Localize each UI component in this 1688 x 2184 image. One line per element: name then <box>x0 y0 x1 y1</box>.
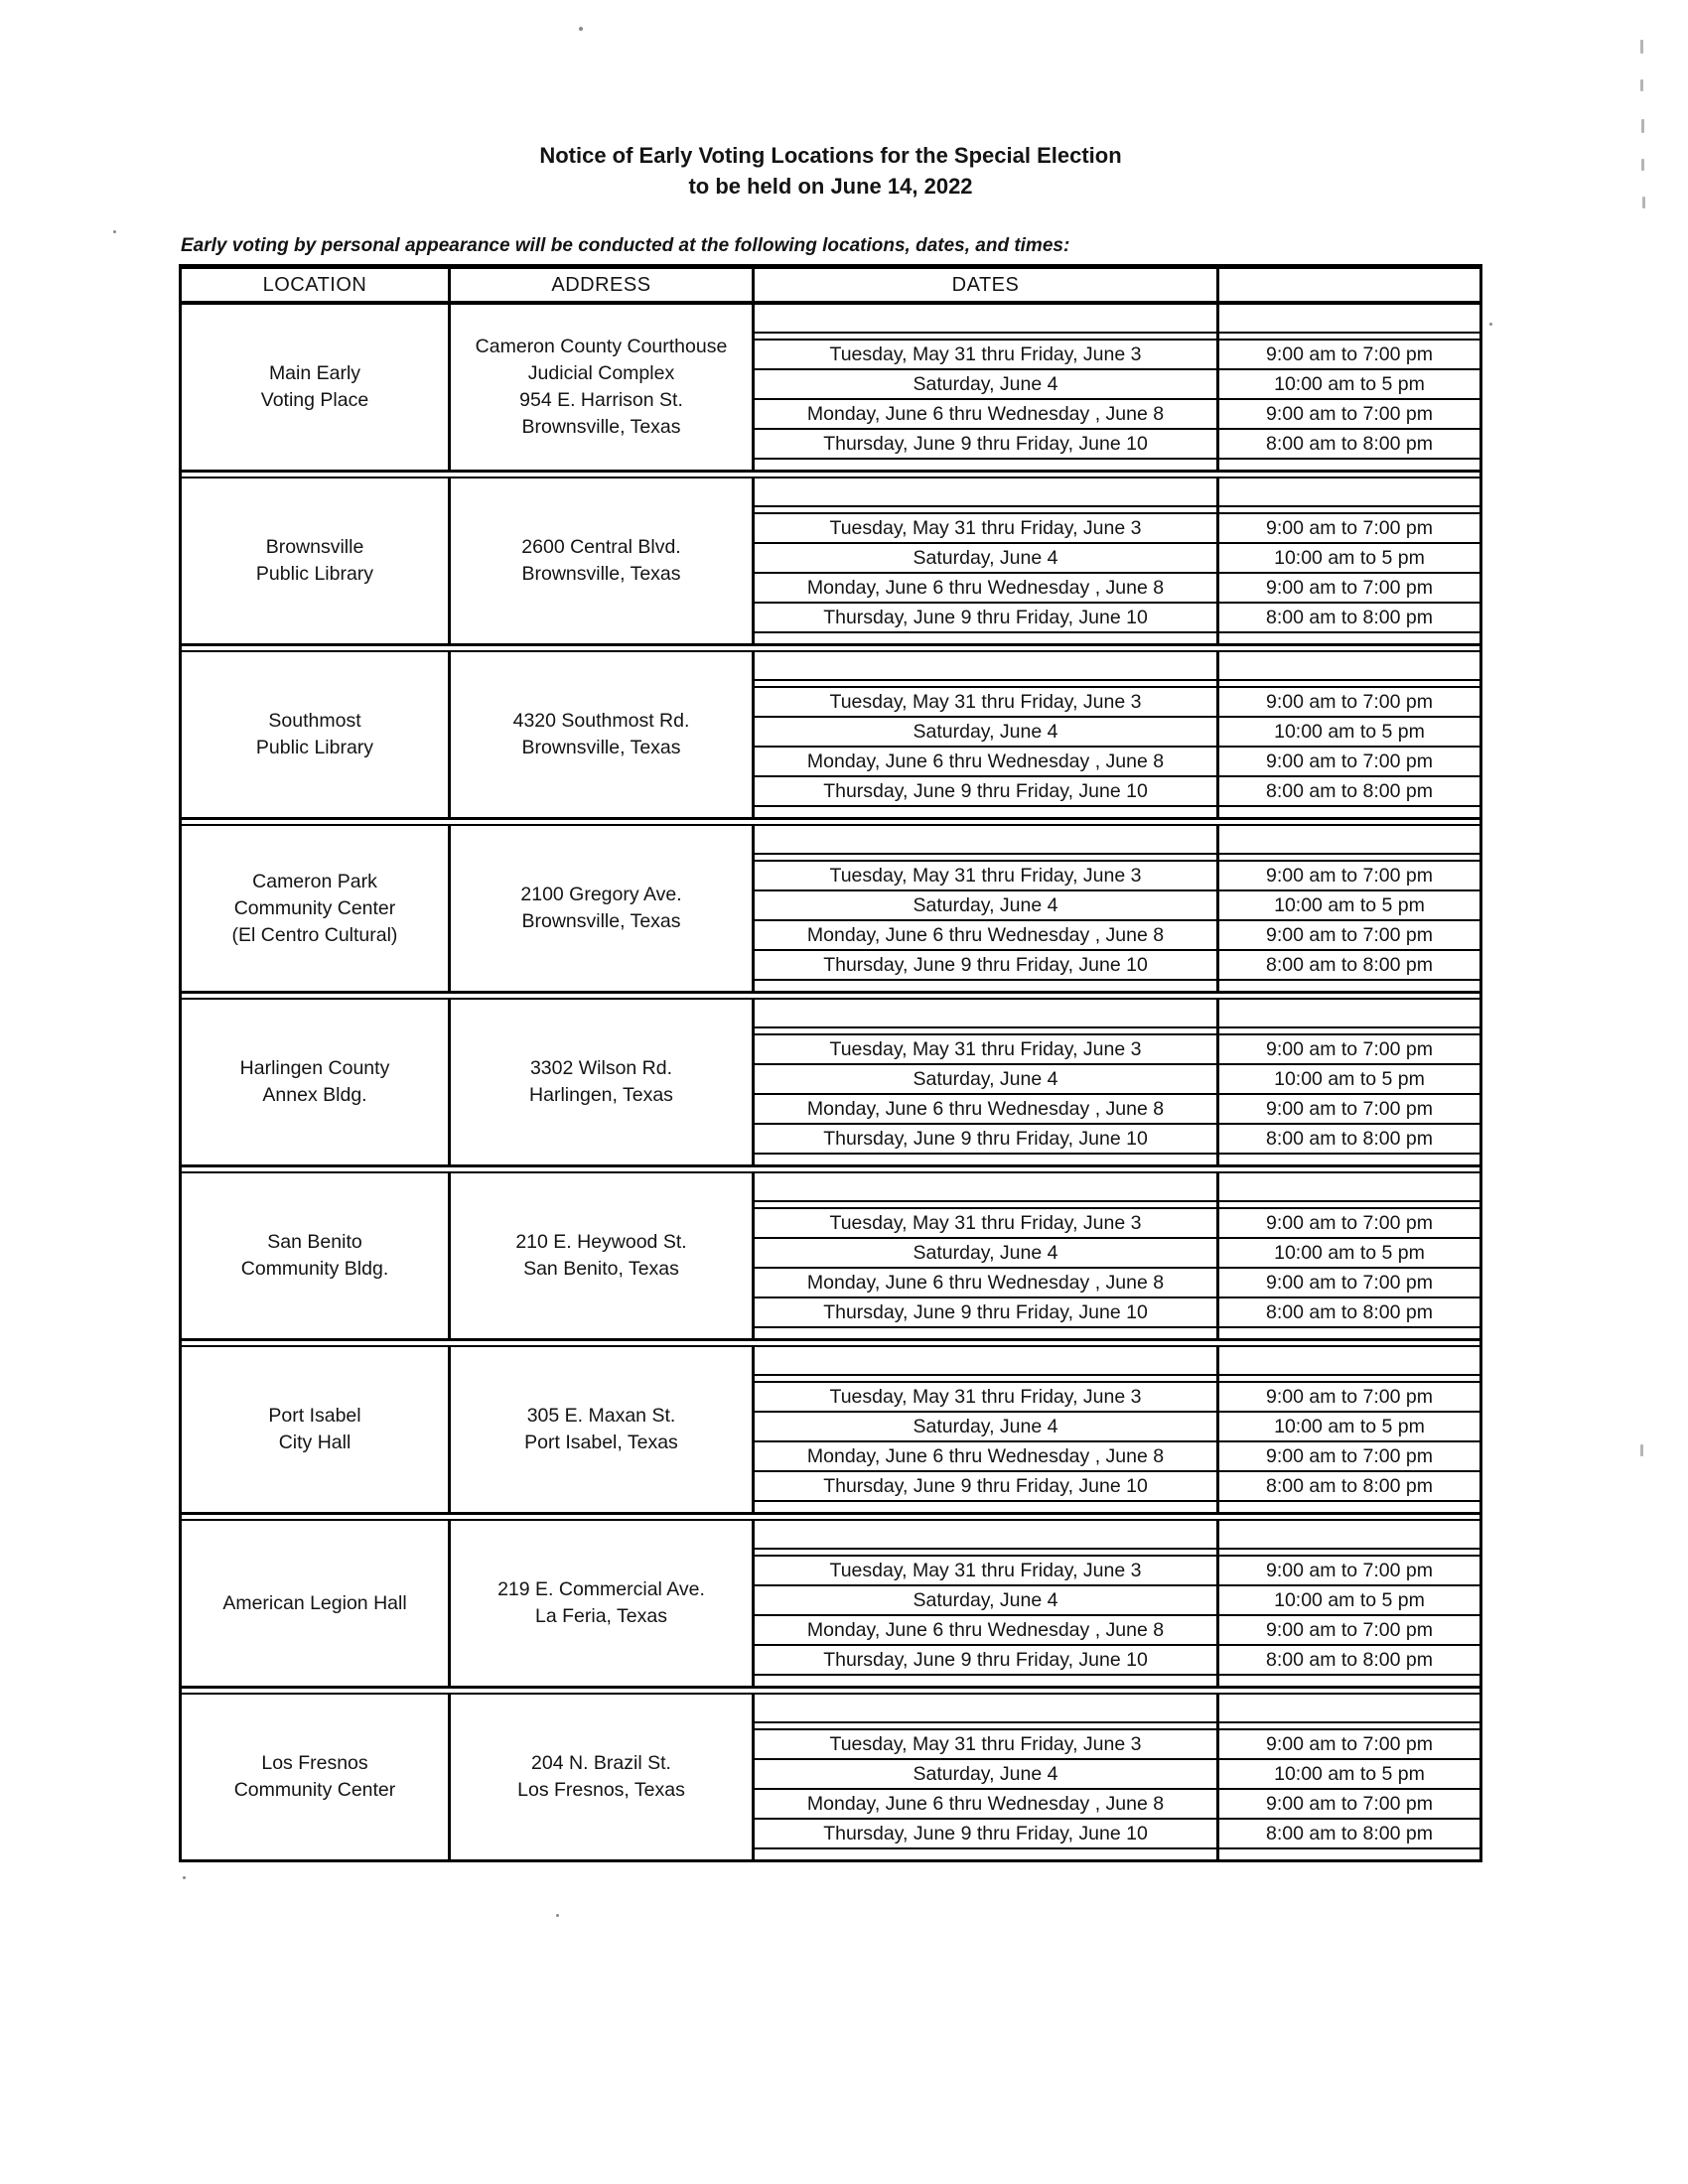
spacer-times <box>1219 1849 1479 1859</box>
spacer-dates <box>755 1347 1219 1381</box>
spacer-times <box>1219 1676 1479 1686</box>
schedule-row <box>755 1616 1479 1646</box>
time-range-cell: 9:00 am to 7:00 pm <box>1265 923 1434 946</box>
table-row <box>182 652 1479 817</box>
address-cell <box>451 1347 755 1512</box>
date-range-cell: Thursday, June 9 thru Friday, June 10 <box>755 1820 1219 1847</box>
location-line: San Benito <box>267 1231 362 1253</box>
table-row <box>182 1347 1479 1512</box>
spacer-dates <box>755 1155 1219 1164</box>
date-range-cell: Tuesday, May 31 thru Friday, June 3 <box>755 1035 1219 1063</box>
spacer-dates <box>755 633 1219 643</box>
schedule-bottom-spacer <box>755 1849 1479 1859</box>
time-range-cell: 9:00 am to 7:00 pm <box>1265 342 1434 365</box>
date-range-cell: Monday, June 6 thru Wednesday , June 8 <box>755 1616 1219 1644</box>
table-header-row <box>182 269 1479 305</box>
spacer-times <box>1219 652 1479 686</box>
spacer-times <box>1219 633 1479 643</box>
scan-artifact <box>556 1914 559 1917</box>
schedule-row <box>755 1239 1479 1269</box>
time-range-cell: 10:00 am to 5 pm <box>1274 893 1425 916</box>
location-line: Community Center <box>233 1779 396 1801</box>
schedule-cell <box>755 652 1479 817</box>
time-range-cell: 9:00 am to 7:00 pm <box>1265 516 1434 539</box>
schedule-bottom-spacer <box>755 633 1479 643</box>
schedule-cell <box>755 305 1479 470</box>
row-separator <box>182 1512 1479 1521</box>
date-range-cell: Tuesday, May 31 thru Friday, June 3 <box>755 688 1219 716</box>
schedule-row <box>755 1298 1479 1328</box>
table-row <box>182 1000 1479 1164</box>
spacer-times <box>1219 1347 1479 1381</box>
date-range-cell: Saturday, June 4 <box>755 891 1219 919</box>
time-range-cell: 9:00 am to 7:00 pm <box>1265 1037 1434 1060</box>
schedule-bottom-spacer <box>755 981 1479 991</box>
table-row <box>182 1695 1479 1859</box>
location-cell <box>182 1347 451 1512</box>
address-line: 2100 Gregory Ave. <box>520 884 682 905</box>
spacer-dates <box>755 652 1219 686</box>
table-body <box>182 305 1479 1859</box>
address-cell <box>451 1521 755 1686</box>
spacer-times <box>1219 1521 1479 1555</box>
schedule-row <box>755 1095 1479 1125</box>
schedule-bottom-spacer <box>755 807 1479 817</box>
time-range-cell: 10:00 am to 5 pm <box>1274 1241 1425 1264</box>
address-line: Brownsville, Texas <box>521 563 681 585</box>
row-separator <box>182 817 1479 826</box>
schedule-row <box>755 400 1479 430</box>
scan-artifact <box>1641 119 1644 133</box>
schedule-cell <box>755 1347 1479 1512</box>
time-range-cell: 10:00 am to 5 pm <box>1274 1588 1425 1611</box>
schedule-cell <box>755 1521 1479 1686</box>
address-line: San Benito, Texas <box>523 1258 679 1280</box>
spacer-dates <box>755 1328 1219 1338</box>
spacer-dates <box>755 826 1219 860</box>
table-row <box>182 478 1479 643</box>
schedule-row <box>755 921 1479 951</box>
schedule-row <box>755 1820 1479 1849</box>
date-range-cell: Saturday, June 4 <box>755 1586 1219 1614</box>
schedule-row <box>755 1269 1479 1298</box>
schedule-top-spacer <box>755 478 1479 514</box>
schedule-row <box>755 777 1479 807</box>
address-cell <box>451 826 755 991</box>
spacer-dates <box>755 1000 1219 1033</box>
schedule-top-spacer <box>755 652 1479 688</box>
address-line: La Feria, Texas <box>535 1605 667 1627</box>
spacer-dates <box>755 305 1219 339</box>
schedule-cell <box>755 826 1479 991</box>
scan-artifact <box>183 1876 186 1879</box>
schedule-row <box>755 891 1479 921</box>
schedule-cell <box>755 478 1479 643</box>
location-line: (El Centro Cultural) <box>231 923 398 946</box>
location-line: Port Isabel <box>268 1405 361 1427</box>
schedule-top-spacer <box>755 1695 1479 1730</box>
scan-artifact <box>1489 323 1492 326</box>
location-line: Community Center <box>233 896 396 919</box>
time-range-cell: 9:00 am to 7:00 pm <box>1265 402 1434 425</box>
spacer-times <box>1219 981 1479 991</box>
schedule-row <box>755 341 1479 370</box>
date-range-cell: Tuesday, May 31 thru Friday, June 3 <box>755 1209 1219 1237</box>
schedule-row <box>755 718 1479 748</box>
schedule-row <box>755 1557 1479 1586</box>
date-range-cell: Thursday, June 9 thru Friday, June 10 <box>755 1298 1219 1326</box>
scan-artifact <box>1642 197 1645 208</box>
date-range-cell: Saturday, June 4 <box>755 1065 1219 1093</box>
location-line: Public Library <box>255 563 374 585</box>
address-line: 210 E. Heywood St. <box>515 1231 687 1253</box>
time-range-cell: 9:00 am to 7:00 pm <box>1265 1559 1434 1581</box>
time-range-cell: 10:00 am to 5 pm <box>1274 1415 1425 1437</box>
time-range-cell: 9:00 am to 7:00 pm <box>1265 576 1434 599</box>
location-line: City Hall <box>278 1432 352 1453</box>
time-range-cell: 9:00 am to 7:00 pm <box>1265 690 1434 713</box>
address-cell <box>451 305 755 470</box>
spacer-dates <box>755 1502 1219 1512</box>
schedule-row <box>755 604 1479 633</box>
date-range-cell: Thursday, June 9 thru Friday, June 10 <box>755 951 1219 979</box>
address-line: Los Fresnos, Texas <box>517 1779 685 1801</box>
time-range-cell: 9:00 am to 7:00 pm <box>1265 1444 1434 1467</box>
address-line: 204 N. Brazil St. <box>531 1752 671 1774</box>
schedule-row <box>755 1586 1479 1616</box>
address-line: 4320 Southmost Rd. <box>512 710 690 732</box>
time-range-cell: 9:00 am to 7:00 pm <box>1265 1097 1434 1120</box>
time-range-cell: 10:00 am to 5 pm <box>1274 720 1425 743</box>
address-line: Brownsville, Texas <box>521 416 681 438</box>
address-line: Brownsville, Texas <box>521 910 681 932</box>
location-cell <box>182 1521 451 1686</box>
schedule-row <box>755 688 1479 718</box>
table-row <box>182 1173 1479 1338</box>
time-range-cell: 8:00 am to 8:00 pm <box>1265 1648 1434 1671</box>
schedule-row <box>755 430 1479 460</box>
date-range-cell: Saturday, June 4 <box>755 370 1219 398</box>
spacer-times <box>1219 1173 1479 1207</box>
schedule-bottom-spacer <box>755 1676 1479 1686</box>
scan-artifact <box>579 27 583 31</box>
table-row <box>182 1521 1479 1686</box>
location-line: Los Fresnos <box>261 1752 368 1774</box>
schedule-cell <box>755 1695 1479 1859</box>
address-cell <box>451 1000 755 1164</box>
location-cell <box>182 826 451 991</box>
spacer-dates <box>755 1173 1219 1207</box>
date-range-cell: Tuesday, May 31 thru Friday, June 3 <box>755 1730 1219 1758</box>
address-line: 3302 Wilson Rd. <box>529 1057 673 1079</box>
time-range-cell: 9:00 am to 7:00 pm <box>1265 1271 1434 1294</box>
table-row <box>182 826 1479 991</box>
address-line: Port Isabel, Texas <box>524 1432 678 1453</box>
time-range-cell: 10:00 am to 5 pm <box>1274 372 1425 395</box>
scan-artifact <box>1640 79 1643 91</box>
location-cell <box>182 305 451 470</box>
spacer-times <box>1219 478 1479 512</box>
row-separator <box>182 643 1479 652</box>
location-line: Annex Bldg. <box>262 1084 367 1106</box>
spacer-times <box>1219 1328 1479 1338</box>
date-range-cell: Monday, June 6 thru Wednesday , June 8 <box>755 748 1219 775</box>
schedule-row <box>755 748 1479 777</box>
schedule-row <box>755 1035 1479 1065</box>
address-cell <box>451 1173 755 1338</box>
address-line: Cameron County Courthouse <box>475 336 728 357</box>
date-range-cell: Saturday, June 4 <box>755 544 1219 572</box>
date-range-cell: Monday, June 6 thru Wednesday , June 8 <box>755 400 1219 428</box>
schedule-top-spacer <box>755 1347 1479 1383</box>
document-title-line2: to be held on June 14, 2022 <box>688 174 973 199</box>
address-cell <box>451 478 755 643</box>
date-range-cell: Thursday, June 9 thru Friday, June 10 <box>755 1472 1219 1500</box>
date-range-cell: Saturday, June 4 <box>755 1413 1219 1440</box>
date-range-cell: Thursday, June 9 thru Friday, June 10 <box>755 430 1219 458</box>
date-range-cell: Thursday, June 9 thru Friday, June 10 <box>755 604 1219 631</box>
address-line: Brownsville, Texas <box>521 737 681 758</box>
time-range-cell: 9:00 am to 7:00 pm <box>1265 750 1434 772</box>
spacer-dates <box>755 478 1219 512</box>
schedule-bottom-spacer <box>755 1328 1479 1338</box>
row-separator <box>182 1338 1479 1347</box>
location-line: Brownsville <box>265 536 364 558</box>
date-range-cell: Monday, June 6 thru Wednesday , June 8 <box>755 1442 1219 1470</box>
date-range-cell: Monday, June 6 thru Wednesday , June 8 <box>755 1790 1219 1818</box>
spacer-times <box>1219 1695 1479 1728</box>
location-line: Public Library <box>255 737 374 758</box>
row-separator <box>182 470 1479 478</box>
spacer-dates <box>755 807 1219 817</box>
scan-artifact <box>1641 159 1644 171</box>
date-range-cell: Tuesday, May 31 thru Friday, June 3 <box>755 862 1219 889</box>
schedule-row <box>755 1065 1479 1095</box>
time-range-cell: 10:00 am to 5 pm <box>1274 1067 1425 1090</box>
spacer-times <box>1219 807 1479 817</box>
date-range-cell: Thursday, June 9 thru Friday, June 10 <box>755 1125 1219 1153</box>
schedule-row <box>755 514 1479 544</box>
schedule-row <box>755 1730 1479 1760</box>
address-line: 954 E. Harrison St. <box>519 389 683 411</box>
date-range-cell: Thursday, June 9 thru Friday, June 10 <box>755 777 1219 805</box>
schedule-row <box>755 574 1479 604</box>
location-line: Harlingen County <box>239 1057 390 1079</box>
schedule-top-spacer <box>755 1173 1479 1209</box>
address-cell <box>451 652 755 817</box>
date-range-cell: Monday, June 6 thru Wednesday , June 8 <box>755 1269 1219 1297</box>
early-voting-table <box>179 264 1482 1862</box>
schedule-row <box>755 1383 1479 1413</box>
schedule-cell <box>755 1000 1479 1164</box>
location-cell <box>182 652 451 817</box>
schedule-row <box>755 1760 1479 1790</box>
date-range-cell: Thursday, June 9 thru Friday, June 10 <box>755 1646 1219 1674</box>
date-range-cell: Tuesday, May 31 thru Friday, June 3 <box>755 1557 1219 1584</box>
address-line: 2600 Central Blvd. <box>521 536 681 558</box>
address-line: 219 E. Commercial Ave. <box>497 1578 705 1600</box>
row-separator <box>182 991 1479 1000</box>
document-title <box>179 140 1482 202</box>
date-range-cell: Saturday, June 4 <box>755 718 1219 746</box>
location-line: American Legion Hall <box>222 1591 407 1614</box>
spacer-times <box>1219 1000 1479 1033</box>
spacer-dates <box>755 1676 1219 1686</box>
intro-line: Early voting by personal appearance will be conducted at the following locations, dates, and times: <box>181 235 1070 256</box>
schedule-row <box>755 951 1479 981</box>
schedule-top-spacer <box>755 826 1479 862</box>
date-range-cell: Monday, June 6 thru Wednesday , June 8 <box>755 921 1219 949</box>
location-cell <box>182 478 451 643</box>
time-range-cell: 9:00 am to 7:00 pm <box>1265 1732 1434 1755</box>
schedule-row <box>755 1646 1479 1676</box>
schedule-bottom-spacer <box>755 1155 1479 1164</box>
time-range-cell: 9:00 am to 7:00 pm <box>1265 1211 1434 1234</box>
date-range-cell: Saturday, June 4 <box>755 1760 1219 1788</box>
scan-artifact <box>1640 40 1643 54</box>
address-line: Harlingen, Texas <box>529 1084 673 1106</box>
spacer-dates <box>755 1521 1219 1555</box>
time-range-cell: 8:00 am to 8:00 pm <box>1265 1474 1434 1497</box>
time-range-cell: 8:00 am to 8:00 pm <box>1265 606 1434 628</box>
location-line: Main Early <box>268 362 361 384</box>
document-title-line1: Notice of Early Voting Locations for the Special Election <box>539 143 1122 168</box>
schedule-top-spacer <box>755 1000 1479 1035</box>
time-range-cell: 8:00 am to 8:00 pm <box>1265 1822 1434 1844</box>
schedule-row <box>755 1125 1479 1155</box>
address-column-header: ADDRESS <box>451 269 755 301</box>
schedule-row <box>755 1442 1479 1472</box>
spacer-times <box>1219 1155 1479 1164</box>
schedule-bottom-spacer <box>755 1502 1479 1512</box>
schedule-bottom-spacer <box>755 460 1479 470</box>
time-range-cell: 9:00 am to 7:00 pm <box>1265 864 1434 887</box>
time-range-cell: 8:00 am to 8:00 pm <box>1265 1300 1434 1323</box>
table-row <box>182 305 1479 470</box>
spacer-times <box>1219 826 1479 860</box>
spacer-dates <box>755 981 1219 991</box>
location-column-header: LOCATION <box>182 269 451 301</box>
date-range-cell: Monday, June 6 thru Wednesday , June 8 <box>755 1095 1219 1123</box>
time-range-cell: 8:00 am to 8:00 pm <box>1265 432 1434 455</box>
scan-artifact <box>113 230 116 233</box>
times-column-header <box>1219 269 1479 301</box>
location-line: Voting Place <box>260 389 369 411</box>
spacer-dates <box>755 460 1219 470</box>
schedule-row <box>755 370 1479 400</box>
scan-artifact <box>1640 1444 1643 1456</box>
schedule-row <box>755 1790 1479 1820</box>
schedule-top-spacer <box>755 305 1479 341</box>
date-range-cell: Monday, June 6 thru Wednesday , June 8 <box>755 574 1219 602</box>
time-range-cell: 10:00 am to 5 pm <box>1274 1762 1425 1785</box>
location-line: Community Bldg. <box>240 1258 389 1280</box>
date-range-cell: Saturday, June 4 <box>755 1239 1219 1267</box>
time-range-cell: 8:00 am to 8:00 pm <box>1265 779 1434 802</box>
location-cell <box>182 1000 451 1164</box>
schedule-row <box>755 1413 1479 1442</box>
spacer-times <box>1219 1502 1479 1512</box>
date-range-cell: Tuesday, May 31 thru Friday, June 3 <box>755 341 1219 368</box>
schedule-row <box>755 1209 1479 1239</box>
time-range-cell: 8:00 am to 8:00 pm <box>1265 1127 1434 1150</box>
row-separator <box>182 1686 1479 1695</box>
schedule-cell <box>755 1173 1479 1338</box>
spacer-times <box>1219 460 1479 470</box>
row-separator <box>182 1164 1479 1173</box>
time-range-cell: 8:00 am to 8:00 pm <box>1265 953 1434 976</box>
date-range-cell: Tuesday, May 31 thru Friday, June 3 <box>755 514 1219 542</box>
schedule-top-spacer <box>755 1521 1479 1557</box>
time-range-cell: 9:00 am to 7:00 pm <box>1265 1385 1434 1408</box>
location-line: Cameron Park <box>252 870 377 892</box>
spacer-dates <box>755 1849 1219 1859</box>
schedule-row <box>755 862 1479 891</box>
schedule-row <box>755 544 1479 574</box>
location-cell <box>182 1695 451 1859</box>
location-cell <box>182 1173 451 1338</box>
address-line: Judicial Complex <box>527 362 675 384</box>
location-line: Southmost <box>268 710 361 732</box>
time-range-cell: 9:00 am to 7:00 pm <box>1265 1792 1434 1815</box>
address-line: 305 E. Maxan St. <box>526 1405 676 1427</box>
spacer-times <box>1219 305 1479 339</box>
schedule-row <box>755 1472 1479 1502</box>
date-range-cell: Tuesday, May 31 thru Friday, June 3 <box>755 1383 1219 1411</box>
spacer-dates <box>755 1695 1219 1728</box>
dates-column-header: DATES <box>755 269 1219 301</box>
time-range-cell: 9:00 am to 7:00 pm <box>1265 1618 1434 1641</box>
address-cell <box>451 1695 755 1859</box>
time-range-cell: 10:00 am to 5 pm <box>1274 546 1425 569</box>
